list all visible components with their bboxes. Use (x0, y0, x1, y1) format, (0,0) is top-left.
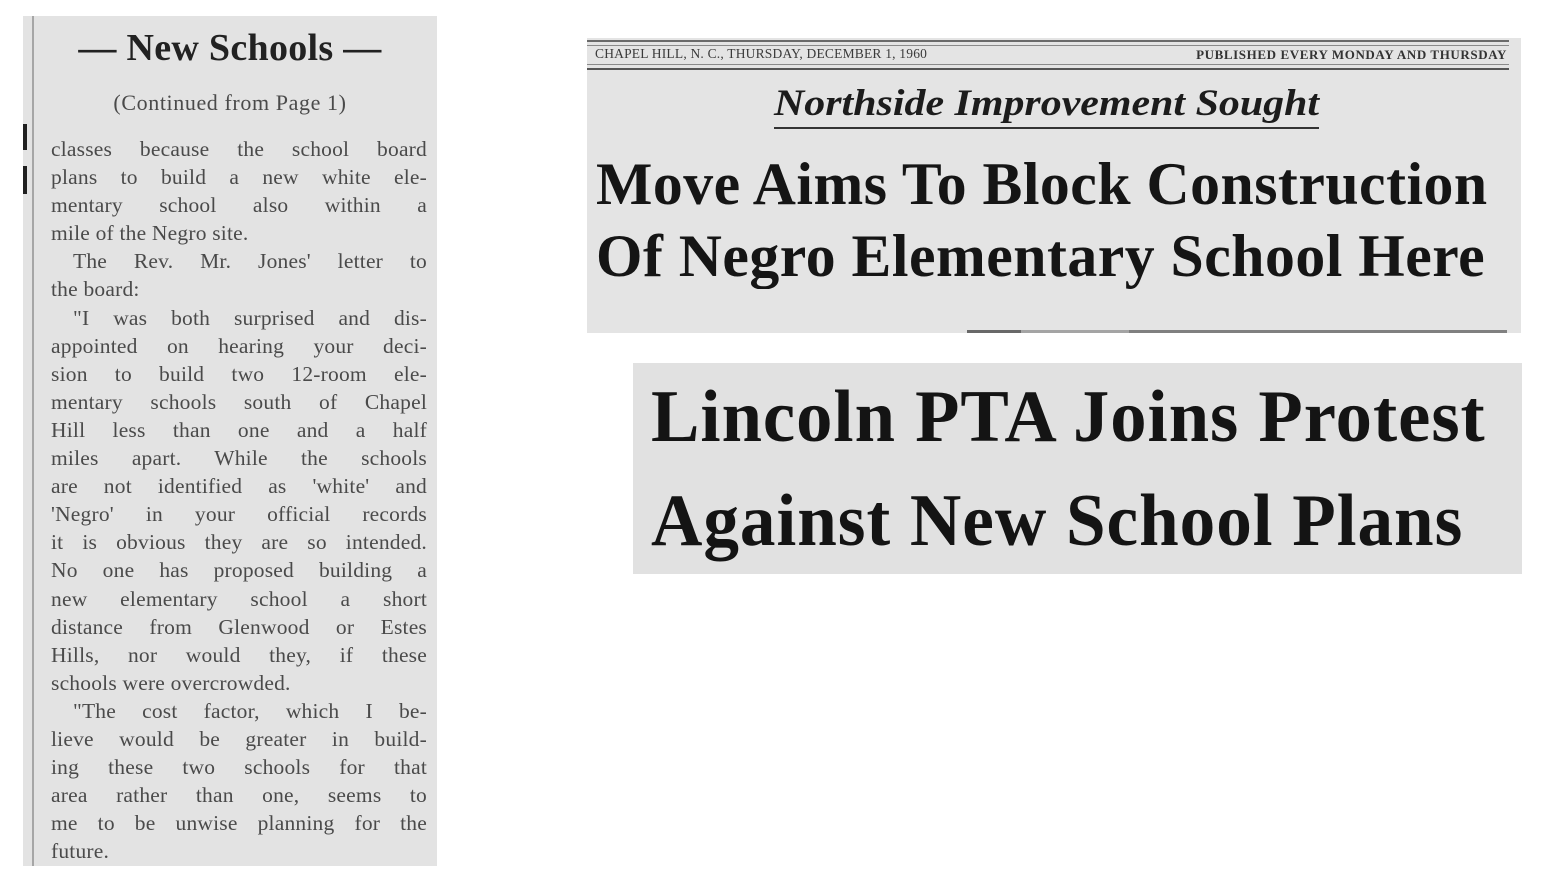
article-line: The Rev. Mr. Jones' letter to (73, 249, 427, 274)
article-line: lieve would be greater in build- (51, 726, 427, 751)
edge-ink-mark (23, 166, 27, 194)
clipping-front-page-headline (587, 38, 1521, 333)
article-line: area rather than one, seems to (51, 783, 427, 808)
edge-ink-mark (23, 124, 27, 150)
article-line: new elementary school a short (51, 586, 427, 611)
article-line: No one has proposed building a (51, 558, 427, 583)
article-line: the board: (51, 277, 140, 302)
article-line: ing these two schools for that (51, 755, 427, 780)
headline-line-1: Lincoln PTA Joins Protest (651, 376, 1486, 458)
article-line: Hills, nor would they, if these (51, 642, 427, 667)
publication-schedule: PUBLISHED EVERY MONDAY AND THURSDAY (1196, 47, 1507, 62)
kicker-headline: Northside Improvement Sought (774, 82, 1319, 129)
article-headline: — New Schools — (78, 27, 382, 69)
article-line: mile of the Negro site. (51, 221, 249, 246)
continued-from-label: (Continued from Page 1) (113, 90, 347, 115)
clipping-lincoln-pta-headline (633, 363, 1522, 574)
article-line: classes because the school board (51, 137, 427, 161)
column-rule (32, 16, 34, 866)
masthead-rule-bottom (587, 64, 1509, 70)
article-line: Hill less than one and a half (51, 417, 427, 442)
main-headline-line-2: Of Negro Elementary School Here (596, 223, 1486, 289)
article-line: plans to build a new white ele- (51, 165, 427, 190)
headline-line-2: Against New School Plans (651, 480, 1464, 562)
article-line: it is obvious they are so intended. (51, 530, 427, 555)
article-body (51, 135, 427, 865)
article-line: "I was both surprised and dis- (73, 305, 427, 330)
article-line: mentary schools south of Chapel (51, 389, 427, 414)
cut-edge-smudge (967, 330, 1507, 333)
dateline: CHAPEL HILL, N. C., THURSDAY, DECEMBER 1, 1960 (595, 46, 928, 61)
article-line: future. (51, 839, 110, 864)
article-line: are not identified as 'white' and (51, 474, 427, 499)
main-headline-line-1: Move Aims To Block Construction (596, 151, 1488, 217)
article-line: 'Negro' in your official records (51, 502, 427, 527)
clipping-new-schools-continued (23, 16, 437, 866)
article-line: appointed on hearing your deci- (51, 333, 427, 358)
article-line: "The cost factor, which I be- (73, 698, 427, 723)
article-line: schools were overcrowded. (51, 670, 291, 695)
article-line: miles apart. While the schools (51, 446, 427, 471)
article-line: sion to build two 12-room ele- (51, 361, 427, 386)
article-line: mentary school also within a (51, 193, 427, 218)
article-line: me to be unwise planning for the (51, 811, 427, 836)
article-line: distance from Glenwood or Estes (51, 614, 427, 639)
